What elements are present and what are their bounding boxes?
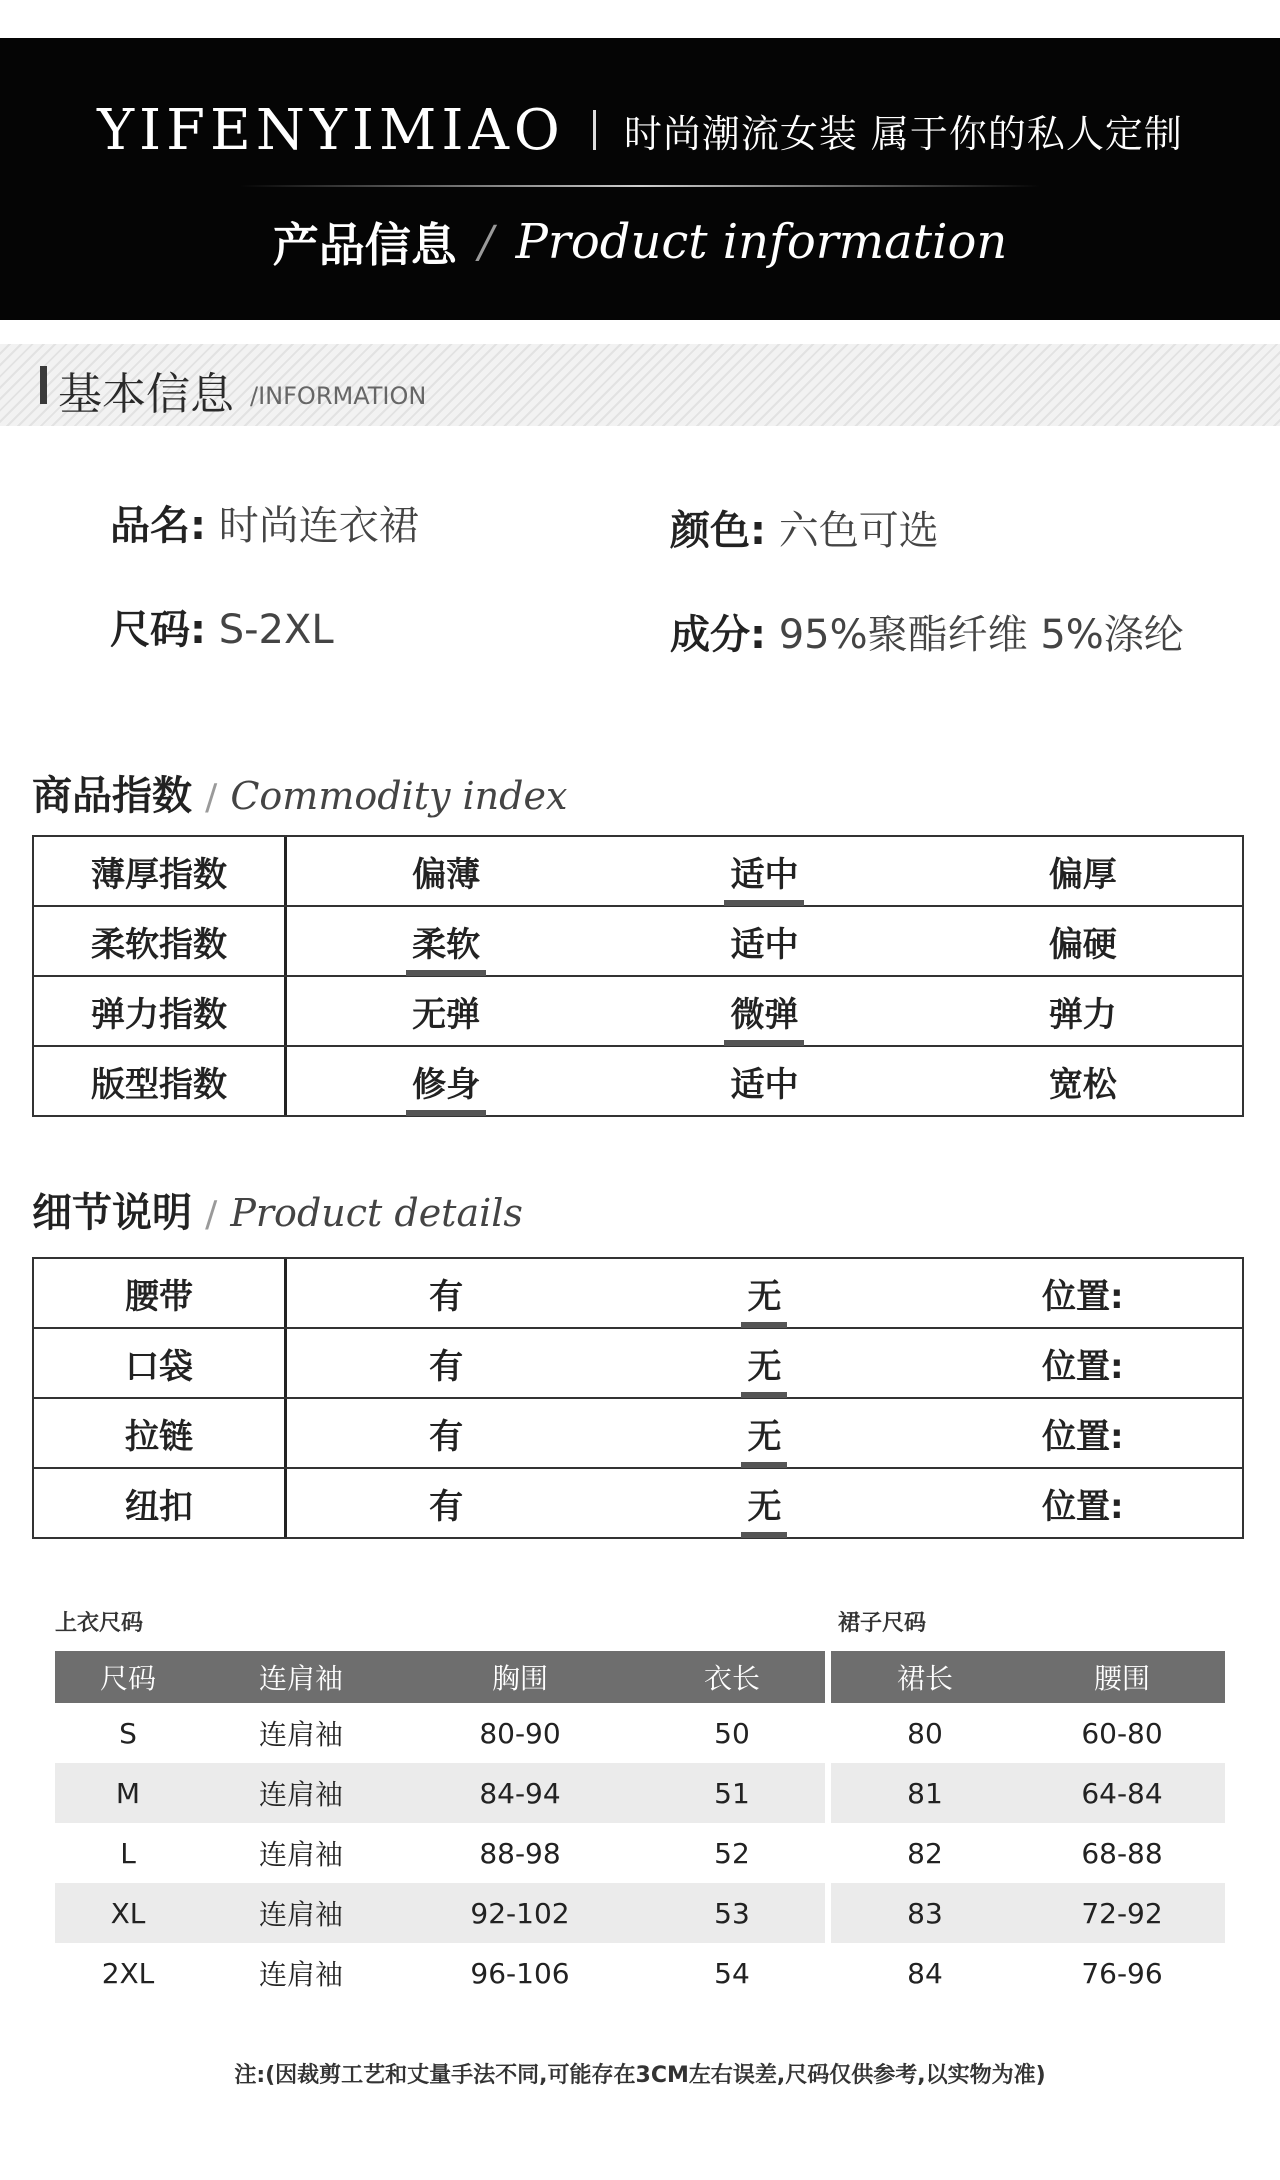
brand-divider [593,110,596,150]
table-cell: M [55,1763,201,1823]
basic-info-value: S-2XL [218,607,334,653]
table-cell: 50 [714,1716,750,1750]
table-cell: 81 [831,1763,1019,1823]
table-cell: 84-94 [401,1763,639,1823]
column-header: 连肩袖 [201,1651,401,1703]
table-row [34,837,1242,905]
column-header: 胸围 [401,1651,639,1703]
detail-option-selected: 无 [605,1259,923,1327]
table-cell: 连肩袖 [258,1718,343,1751]
table-row [34,1045,1242,1115]
table-cell: 连肩袖 [258,1838,343,1871]
detail-label: 腰带 [34,1259,287,1327]
table-cell: 68-88 [1081,1836,1163,1870]
index-label: 版型指数 [34,1047,287,1115]
basic-info-key: 尺码: [110,607,206,653]
brand-row [0,90,1280,170]
table-cell: 连肩袖 [258,1958,343,1991]
table-cell: XL [55,1883,201,1943]
table-cell: 80 [907,1716,943,1750]
column-header: 腰围 [1019,1651,1225,1703]
table-cell: 连肩袖 [201,1763,401,1823]
basic-info-heading-cn: 基本信息 [58,369,234,420]
basic-info-value: 95%聚酯纤维 5%涤纶 [778,612,1184,658]
size-chart-header [55,1651,1225,1703]
detail-label: 拉链 [34,1399,287,1467]
detail-position: 位置: [1042,1416,1124,1457]
basic-info-key: 成分: [670,612,766,658]
index-option-selected: 微弹 [605,977,923,1045]
table-cell: 连肩袖 [201,1883,401,1943]
table-cell: 92-102 [401,1883,639,1943]
table-cell: 72-92 [1019,1883,1225,1943]
brand-slogan: 时尚潮流女装 属于你的私人定制 [623,111,1183,156]
detail-position: 位置: [1042,1346,1124,1387]
commodity-index-heading-en: Commodity index [230,774,568,818]
page-title [0,202,1280,282]
column-header: 尺码 [55,1651,201,1703]
detail-option: 有 [429,1416,464,1457]
heading-marker [40,366,47,404]
table-cell: 2XL [101,1956,155,1990]
basic-info-item-size [110,598,334,655]
table-cell: 88-98 [479,1836,561,1870]
table-cell: 80-90 [479,1716,561,1750]
basic-info-key: 品名: [110,503,206,549]
index-label: 薄厚指数 [34,837,287,905]
index-option: 无弹 [412,994,481,1035]
skirt-size-caption: 裙子尺码 [838,1611,927,1636]
detail-option-selected: 无 [605,1469,923,1537]
table-cell: 76-96 [1081,1956,1163,1990]
table-cell: L [120,1836,136,1870]
detail-position: 位置: [1042,1486,1124,1527]
table-row [55,1703,1225,1763]
table-cell: 52 [714,1836,750,1870]
basic-info-item-color [670,499,939,556]
column-header: 衣长 [639,1651,825,1703]
index-option: 适中 [730,1064,799,1105]
header-banner [0,38,1280,320]
column-header: 裙长 [831,1651,1019,1703]
basic-info-item-material [670,603,1184,660]
page-title-cn: 产品信息 [272,218,457,272]
size-chart-table [55,1651,1225,2003]
table-row [34,1467,1242,1537]
table-cell: 96-106 [470,1956,570,1990]
brand-name: YIFENYIMIAO [97,97,565,163]
product-details-table [32,1257,1244,1539]
commodity-index-heading [32,764,567,821]
heading-separator: / [205,1194,218,1235]
table-row [55,1943,1225,2003]
table-row [34,1259,1242,1327]
commodity-index-heading-cn: 商品指数 [32,773,192,819]
basic-info-value: 时尚连衣裙 [218,503,419,549]
basic-info-heading [0,344,1280,426]
index-option-selected: 柔软 [287,907,605,975]
table-row [34,1397,1242,1467]
index-label: 柔软指数 [34,907,287,975]
detail-option-selected: 无 [605,1329,923,1397]
index-option: 偏薄 [412,854,481,895]
index-option: 偏厚 [1048,854,1117,895]
index-label: 弹力指数 [34,977,287,1045]
table-row [55,1823,1225,1883]
basic-info-value: 六色可选 [778,508,939,554]
product-details-heading-cn: 细节说明 [32,1190,192,1236]
table-cell: 64-84 [1019,1763,1225,1823]
banner-rule [240,185,1040,187]
detail-option: 有 [429,1276,464,1317]
page-title-separator: / [478,216,494,268]
index-option: 偏硬 [1048,924,1117,965]
basic-info-heading-en: /INFORMATION [250,382,427,410]
product-details-heading-en: Product details [230,1191,523,1235]
basic-info-key: 颜色: [670,508,766,554]
index-option-selected: 修身 [287,1047,605,1115]
index-option: 宽松 [1048,1064,1117,1105]
table-cell: 54 [714,1956,750,1990]
detail-option: 有 [429,1346,464,1387]
size-note: 注:(因裁剪工艺和丈量手法不同,可能存在3CM左右误差,尺码仅供参考,以实物为准) [234,2063,1046,2088]
table-cell: 60-80 [1081,1716,1163,1750]
commodity-index-table [32,835,1244,1117]
table-cell: 84 [907,1956,943,1990]
detail-option: 有 [429,1486,464,1527]
index-option: 弹力 [1048,994,1117,1035]
table-cell: 51 [639,1763,825,1823]
detail-label: 纽扣 [34,1469,287,1537]
basic-info-item-name [110,494,419,551]
table-row [34,905,1242,975]
top-size-caption: 上衣尺码 [55,1611,144,1636]
product-details-heading [32,1181,523,1238]
page-title-en: Product information [515,214,1008,270]
table-cell: 82 [907,1836,943,1870]
detail-label: 口袋 [34,1329,287,1397]
table-row [34,1327,1242,1397]
table-row [34,975,1242,1045]
table-cell: 83 [831,1883,1019,1943]
detail-option-selected: 无 [605,1399,923,1467]
index-option-selected: 适中 [605,837,923,905]
heading-separator: / [205,777,218,818]
table-row [55,1883,1225,1943]
table-cell: 53 [639,1883,825,1943]
table-cell: S [119,1716,137,1750]
index-option: 适中 [730,924,799,965]
detail-position: 位置: [1042,1276,1124,1317]
table-row [55,1763,1225,1823]
